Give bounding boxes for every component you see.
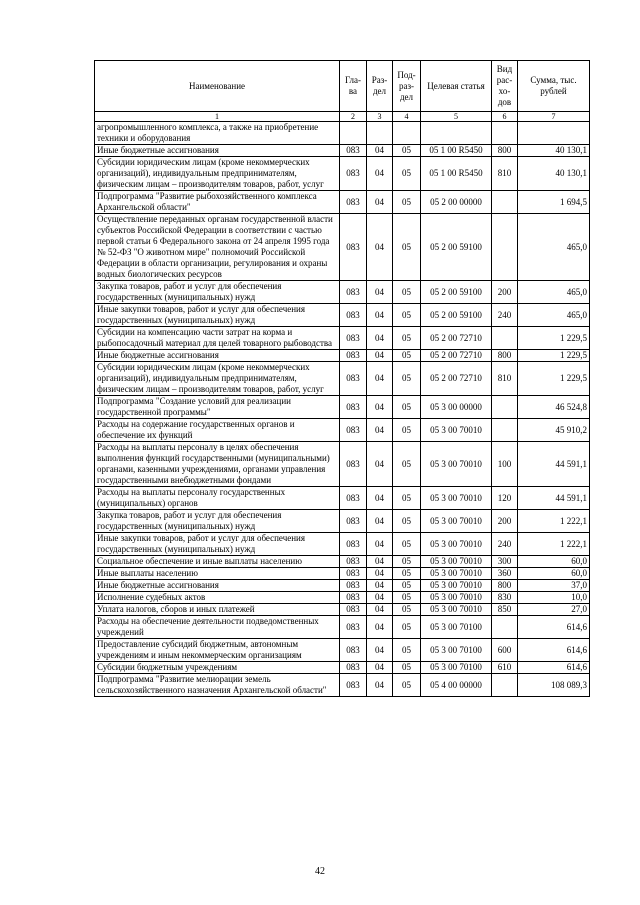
cell-name: Иные бюджетные ассигнования [95, 145, 340, 157]
cell-sum: 1 229,5 [518, 362, 590, 396]
table-body [95, 122, 590, 697]
budget-table [94, 60, 590, 697]
cell-glava: 083 [340, 533, 367, 556]
cell-name: Подпрограмма "Создание условий для реализации государственной программы" [95, 396, 340, 419]
cell-name: Подпрограмма "Развитие рыбохозяйственного комплекса Архангельской области" [95, 191, 340, 214]
cell-sum: 60,0 [518, 568, 590, 580]
cell-glava: 083 [340, 145, 367, 157]
cell-razdel: 04 [367, 604, 393, 616]
cell-podrazdel: 05 [393, 214, 421, 281]
cell-glava [340, 122, 367, 145]
cell-podrazdel: 05 [393, 533, 421, 556]
cell-podrazdel: 05 [393, 604, 421, 616]
cell-sum: 1 694,5 [518, 191, 590, 214]
cell-name: Расходы на содержание государственных органов и обеспечение их функций [95, 419, 340, 442]
cell-podrazdel: 05 [393, 191, 421, 214]
cell-vid [492, 674, 518, 697]
table-row [95, 327, 590, 350]
header-vid: Вид рас-хо-дов [492, 61, 518, 112]
cell-podrazdel: 05 [393, 487, 421, 510]
cell-glava: 083 [340, 604, 367, 616]
cell-podrazdel: 05 [393, 442, 421, 487]
cell-sum: 1 229,5 [518, 350, 590, 362]
cell-razdel: 04 [367, 350, 393, 362]
cell-sum: 10,0 [518, 592, 590, 604]
cell-target: 05 3 00 70010 [421, 487, 492, 510]
cell-name: Социальное обеспечение и иные выплаты населению [95, 556, 340, 568]
cell-target: 05 3 00 70100 [421, 616, 492, 639]
cell-podrazdel: 05 [393, 662, 421, 674]
column-number: 2 [340, 112, 367, 122]
cell-razdel: 04 [367, 145, 393, 157]
cell-razdel: 04 [367, 191, 393, 214]
cell-target: 05 2 00 72710 [421, 350, 492, 362]
table-row [95, 281, 590, 304]
cell-glava: 083 [340, 674, 367, 697]
cell-vid: 300 [492, 556, 518, 568]
cell-podrazdel: 05 [393, 556, 421, 568]
column-number: 6 [492, 112, 518, 122]
cell-glava: 083 [340, 362, 367, 396]
cell-name: Исполнение судебных актов [95, 592, 340, 604]
cell-podrazdel: 05 [393, 145, 421, 157]
cell-vid [492, 214, 518, 281]
cell-glava: 083 [340, 592, 367, 604]
cell-target: 05 1 00 R5450 [421, 157, 492, 191]
cell-razdel: 04 [367, 662, 393, 674]
cell-sum: 614,6 [518, 639, 590, 662]
header-row [95, 61, 590, 112]
cell-razdel [367, 122, 393, 145]
cell-razdel: 04 [367, 533, 393, 556]
cell-sum [518, 122, 590, 145]
table-row [95, 419, 590, 442]
table-row [95, 533, 590, 556]
cell-target: 05 3 00 70100 [421, 662, 492, 674]
cell-vid: 850 [492, 604, 518, 616]
column-number: 5 [421, 112, 492, 122]
table-row [95, 592, 590, 604]
cell-vid [492, 396, 518, 419]
cell-target: 05 3 00 70010 [421, 592, 492, 604]
cell-glava: 083 [340, 304, 367, 327]
cell-target: 05 2 00 59100 [421, 281, 492, 304]
cell-sum: 1 222,1 [518, 533, 590, 556]
column-number-row [95, 112, 590, 122]
cell-podrazdel [393, 122, 421, 145]
table-row [95, 191, 590, 214]
cell-vid: 360 [492, 568, 518, 580]
cell-razdel: 04 [367, 616, 393, 639]
cell-podrazdel: 05 [393, 396, 421, 419]
cell-vid [492, 419, 518, 442]
cell-podrazdel: 05 [393, 674, 421, 697]
table-row [95, 639, 590, 662]
cell-vid: 610 [492, 662, 518, 674]
cell-name: Предоставление субсидий бюджетным, автономным учреждениям и иным некоммерческим организациям [95, 639, 340, 662]
table-row [95, 350, 590, 362]
table-row [95, 145, 590, 157]
cell-vid [492, 122, 518, 145]
cell-vid [492, 191, 518, 214]
header-razdel: Раз-дел [367, 61, 393, 112]
cell-name: Иные закупки товаров, работ и услуг для обеспечения государственных (муниципальных) нужд [95, 533, 340, 556]
column-number: 4 [393, 112, 421, 122]
cell-glava: 083 [340, 616, 367, 639]
cell-target: 05 2 00 72710 [421, 327, 492, 350]
cell-sum: 27,0 [518, 604, 590, 616]
cell-sum: 45 910,2 [518, 419, 590, 442]
cell-razdel: 04 [367, 674, 393, 697]
column-number: 1 [95, 112, 340, 122]
cell-name: Расходы на выплаты персоналу государственных (муниципальных) органов [95, 487, 340, 510]
cell-vid: 600 [492, 639, 518, 662]
table-row [95, 304, 590, 327]
cell-target: 05 3 00 70010 [421, 556, 492, 568]
cell-name: Уплата налогов, сборов и иных платежей [95, 604, 340, 616]
cell-name: Субсидии юридическим лицам (кроме некоммерческих организаций), индивидуальным предпринимателям, физическим лицам – производителям товаров, работ, услуг [95, 157, 340, 191]
cell-sum: 46 524,8 [518, 396, 590, 419]
cell-name: Субсидии юридическим лицам (кроме некоммерческих организаций), индивидуальным предпринимателям, физическим лицам – производителям товаров, работ, услуг [95, 362, 340, 396]
cell-glava: 083 [340, 327, 367, 350]
header-name: Наименование [95, 61, 340, 112]
cell-glava: 083 [340, 662, 367, 674]
cell-target: 05 3 00 70010 [421, 510, 492, 533]
cell-razdel: 04 [367, 327, 393, 350]
cell-sum: 44 591,1 [518, 487, 590, 510]
header-sum: Сумма, тыс. рублей [518, 61, 590, 112]
cell-vid: 810 [492, 157, 518, 191]
cell-razdel: 04 [367, 281, 393, 304]
cell-name: Подпрограмма "Развитие мелиорации земель сельскохозяйственного назначения Архангельской области" [95, 674, 340, 697]
cell-vid: 200 [492, 281, 518, 304]
cell-podrazdel: 05 [393, 592, 421, 604]
table-row [95, 157, 590, 191]
cell-target: 05 2 00 59100 [421, 214, 492, 281]
cell-razdel: 04 [367, 362, 393, 396]
cell-target: 05 3 00 00000 [421, 396, 492, 419]
cell-target: 05 3 00 70010 [421, 533, 492, 556]
cell-name: Закупка товаров, работ и услуг для обеспечения государственных (муниципальных) нужд [95, 281, 340, 304]
table-row [95, 396, 590, 419]
table-row [95, 616, 590, 639]
table-row [95, 568, 590, 580]
header-glava: Гла-ва [340, 61, 367, 112]
cell-vid: 240 [492, 304, 518, 327]
cell-podrazdel: 05 [393, 639, 421, 662]
cell-sum: 614,6 [518, 616, 590, 639]
cell-sum: 37,0 [518, 580, 590, 592]
cell-vid: 100 [492, 442, 518, 487]
table-row [95, 674, 590, 697]
page-number: 42 [315, 866, 325, 877]
cell-vid: 800 [492, 350, 518, 362]
cell-podrazdel: 05 [393, 327, 421, 350]
cell-razdel: 04 [367, 157, 393, 191]
cell-name: Осуществление переданных органам государственной власти субъектов Российской Федерации в соответствии с частью первой статьи 6 Федерального закона от 24 апреля 1995 года № 52-ФЗ "О животном мире" полномочий Российской Федерации в области организации, регулирования и охраны водных биологических ресурсов [95, 214, 340, 281]
cell-glava: 083 [340, 556, 367, 568]
cell-podrazdel: 05 [393, 510, 421, 533]
cell-glava: 083 [340, 191, 367, 214]
table-row [95, 556, 590, 568]
cell-razdel: 04 [367, 556, 393, 568]
cell-target: 05 3 00 70010 [421, 442, 492, 487]
cell-podrazdel: 05 [393, 419, 421, 442]
cell-sum: 465,0 [518, 214, 590, 281]
cell-target: 05 3 00 70100 [421, 639, 492, 662]
table-row [95, 122, 590, 145]
cell-target: 05 2 00 59100 [421, 304, 492, 327]
column-number: 3 [367, 112, 393, 122]
cell-razdel: 04 [367, 568, 393, 580]
cell-razdel: 04 [367, 510, 393, 533]
table-row [95, 662, 590, 674]
cell-razdel: 04 [367, 639, 393, 662]
cell-razdel: 04 [367, 487, 393, 510]
cell-target: 05 2 00 00000 [421, 191, 492, 214]
table-row [95, 604, 590, 616]
cell-glava: 083 [340, 214, 367, 281]
cell-name: Иные бюджетные ассигнования [95, 350, 340, 362]
cell-glava: 083 [340, 419, 367, 442]
cell-sum: 40 130,1 [518, 157, 590, 191]
cell-target: 05 3 00 70010 [421, 419, 492, 442]
table-row [95, 510, 590, 533]
table-row [95, 214, 590, 281]
cell-razdel: 04 [367, 396, 393, 419]
cell-vid [492, 616, 518, 639]
cell-name: агропромышленного комплекса, а также на приобретение техники и оборудования [95, 122, 340, 145]
cell-name: Субсидии на компенсацию части затрат на корма и рыбопосадочный материал для целей товарного рыбоводства [95, 327, 340, 350]
cell-target [421, 122, 492, 145]
cell-sum: 465,0 [518, 304, 590, 327]
cell-glava: 083 [340, 350, 367, 362]
cell-podrazdel: 05 [393, 616, 421, 639]
cell-glava: 083 [340, 487, 367, 510]
cell-glava: 083 [340, 568, 367, 580]
cell-podrazdel: 05 [393, 350, 421, 362]
cell-razdel: 04 [367, 442, 393, 487]
cell-podrazdel: 05 [393, 580, 421, 592]
cell-vid: 800 [492, 145, 518, 157]
column-number: 7 [518, 112, 590, 122]
cell-podrazdel: 05 [393, 362, 421, 396]
cell-name: Иные бюджетные ассигнования [95, 580, 340, 592]
cell-podrazdel: 05 [393, 304, 421, 327]
cell-razdel: 04 [367, 419, 393, 442]
cell-glava: 083 [340, 580, 367, 592]
cell-sum: 44 591,1 [518, 442, 590, 487]
cell-podrazdel: 05 [393, 281, 421, 304]
cell-sum: 465,0 [518, 281, 590, 304]
table-row [95, 487, 590, 510]
table-row [95, 442, 590, 487]
cell-name: Иные выплаты населению [95, 568, 340, 580]
cell-sum: 40 130,1 [518, 145, 590, 157]
cell-sum: 614,6 [518, 662, 590, 674]
table-row [95, 580, 590, 592]
cell-vid: 830 [492, 592, 518, 604]
cell-vid [492, 327, 518, 350]
header-podrazdel: Под-раз-дел [393, 61, 421, 112]
cell-razdel: 04 [367, 214, 393, 281]
cell-podrazdel: 05 [393, 157, 421, 191]
cell-razdel: 04 [367, 304, 393, 327]
cell-target: 05 3 00 70010 [421, 604, 492, 616]
cell-podrazdel: 05 [393, 568, 421, 580]
cell-name: Расходы на обеспечение деятельности подведомственных учреждений [95, 616, 340, 639]
cell-razdel: 04 [367, 592, 393, 604]
cell-glava: 083 [340, 442, 367, 487]
cell-name: Иные закупки товаров, работ и услуг для обеспечения государственных (муниципальных) нужд [95, 304, 340, 327]
cell-vid: 200 [492, 510, 518, 533]
cell-sum: 108 089,3 [518, 674, 590, 697]
table-row [95, 362, 590, 396]
cell-glava: 083 [340, 281, 367, 304]
cell-target: 05 4 00 00000 [421, 674, 492, 697]
cell-target: 05 1 00 R5450 [421, 145, 492, 157]
header-target: Целевая статья [421, 61, 492, 112]
cell-sum: 1 222,1 [518, 510, 590, 533]
cell-razdel: 04 [367, 580, 393, 592]
cell-target: 05 3 00 70010 [421, 568, 492, 580]
cell-vid: 120 [492, 487, 518, 510]
cell-vid: 810 [492, 362, 518, 396]
cell-target: 05 3 00 70010 [421, 580, 492, 592]
cell-name: Закупка товаров, работ и услуг для обеспечения государственных (муниципальных) нужд [95, 510, 340, 533]
cell-glava: 083 [340, 396, 367, 419]
cell-vid: 800 [492, 580, 518, 592]
cell-name: Расходы на выплаты персоналу в целях обеспечения выполнения функций государственными (муниципальными) органами, казенными учреждениями, органами управления государственными внебюджетными фондами [95, 442, 340, 487]
cell-target: 05 2 00 72710 [421, 362, 492, 396]
cell-name: Субсидии бюджетным учреждениям [95, 662, 340, 674]
cell-sum: 1 229,5 [518, 327, 590, 350]
cell-glava: 083 [340, 639, 367, 662]
cell-glava: 083 [340, 157, 367, 191]
cell-sum: 60,0 [518, 556, 590, 568]
cell-vid: 240 [492, 533, 518, 556]
cell-glava: 083 [340, 510, 367, 533]
